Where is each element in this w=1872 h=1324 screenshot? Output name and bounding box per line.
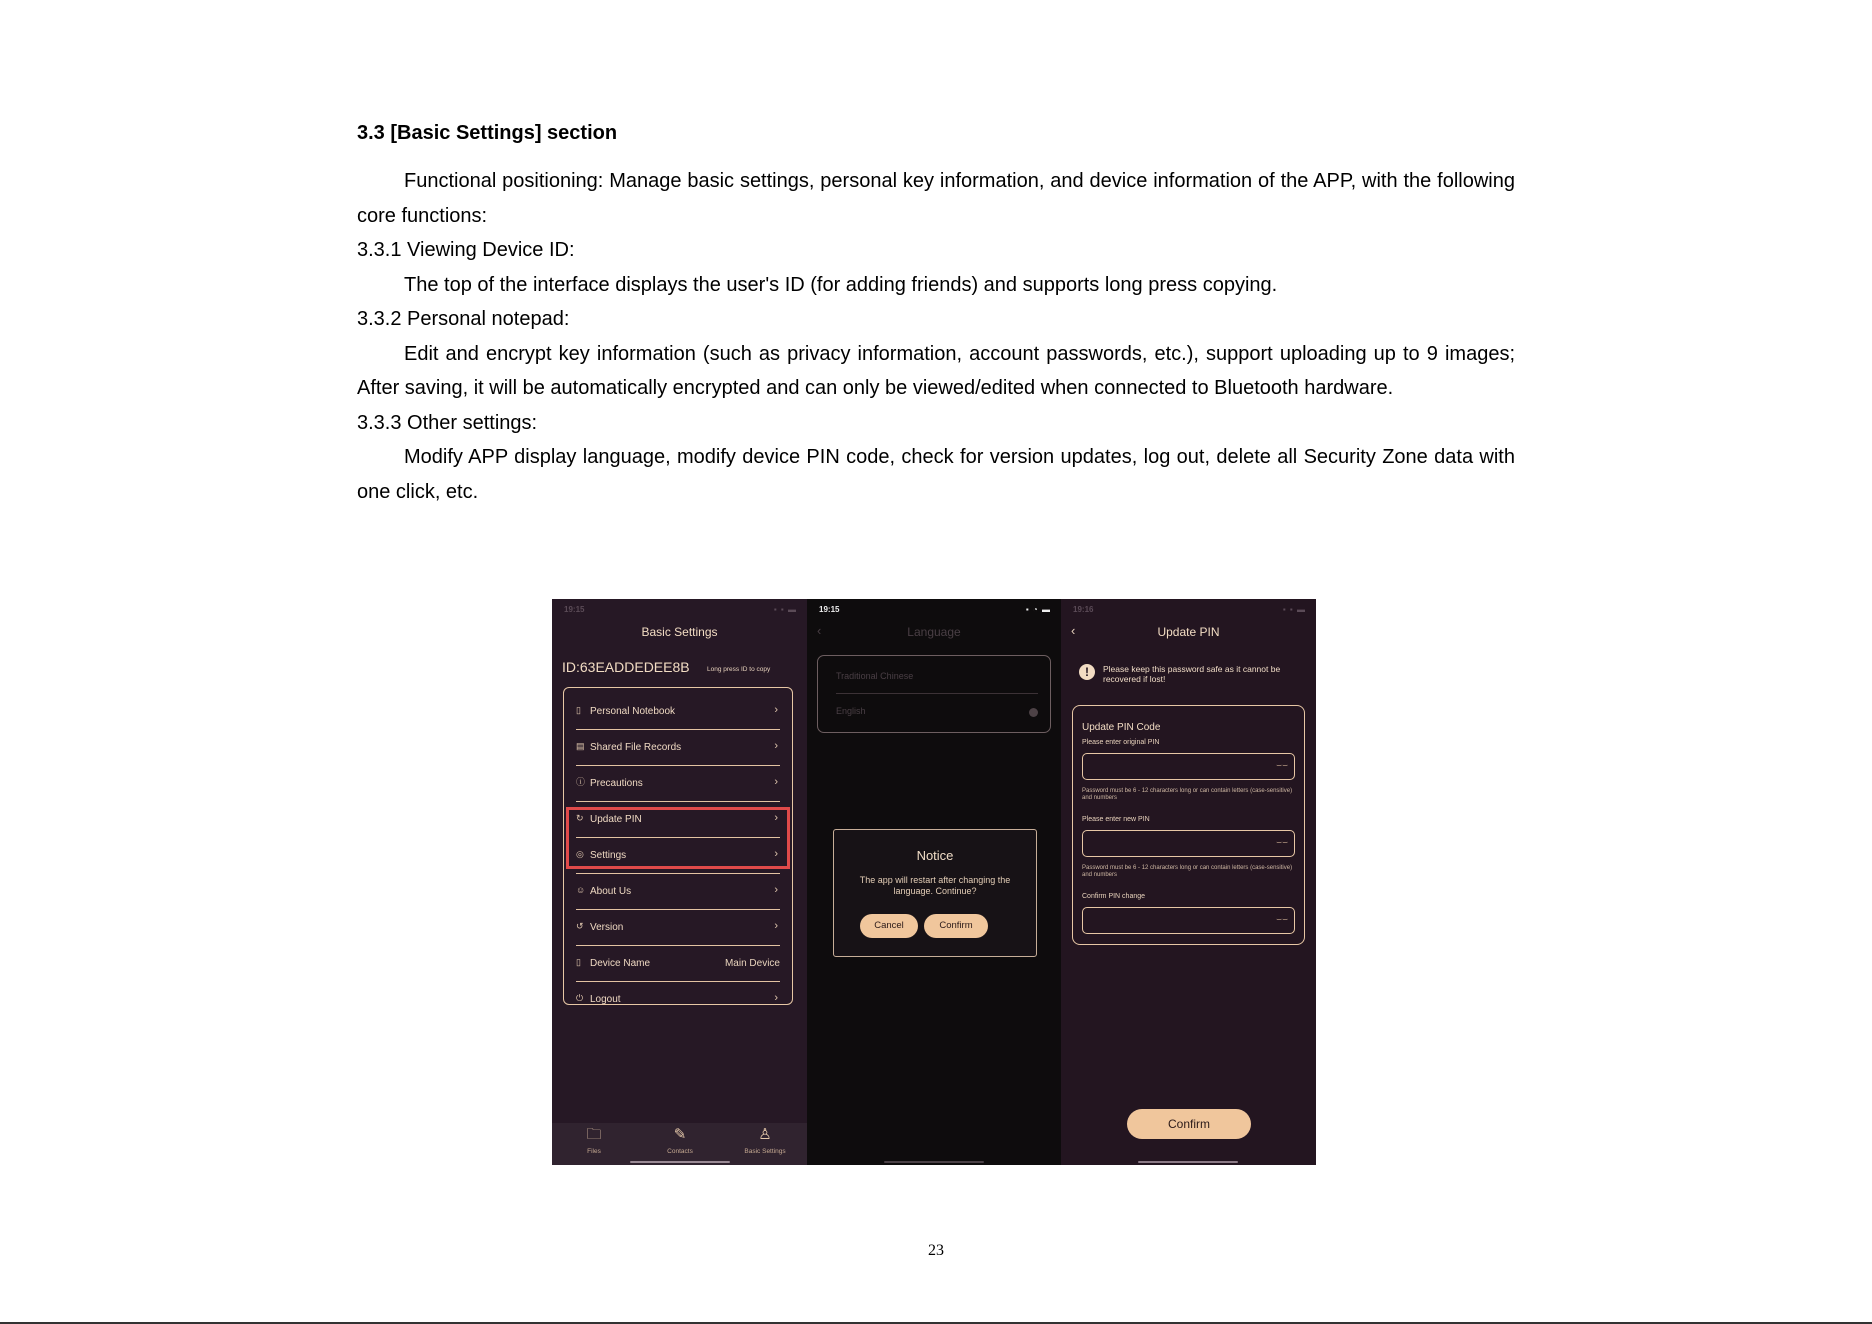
dialog-message: The app will restart after changing the language. Continue? [859, 875, 1011, 896]
menu-item-label: Version [590, 922, 624, 933]
eye-closed-icon[interactable]: ⌣⌣ [1276, 760, 1288, 770]
status-icons: ▪ ◔ ▬ [1025, 605, 1051, 614]
chevron-right-icon: › [774, 776, 778, 788]
app-screenshot [552, 599, 1316, 1165]
tab-contacts[interactable] [640, 1125, 720, 1155]
language-screen [807, 599, 1061, 1165]
original-pin-label: Please enter original PIN [1082, 739, 1160, 746]
menu-item-logout[interactable] [576, 982, 780, 1005]
chevron-right-icon: › [774, 812, 778, 824]
back-icon[interactable]: ‹ [1071, 623, 1076, 638]
screen-title: Language [907, 625, 961, 639]
menu-item-personal-notebook[interactable] [576, 694, 780, 730]
home-indicator [884, 1161, 984, 1163]
folder-icon: 🗀 [586, 1126, 602, 1143]
tab-files[interactable] [554, 1125, 634, 1155]
file-icon: ▤ [576, 741, 585, 751]
menu-item-label: Shared File Records [590, 742, 682, 753]
cancel-button[interactable]: Cancel [860, 914, 918, 938]
menu-item-label: About Us [590, 886, 632, 897]
notice-dialog [833, 829, 1037, 957]
highlight-box [566, 807, 790, 869]
chevron-right-icon: › [774, 884, 778, 896]
chevron-right-icon: › [774, 704, 778, 716]
key-icon: ↻ [576, 813, 584, 823]
contacts-icon: ✎ [673, 1126, 687, 1143]
new-pin-label: Please enter new PIN [1082, 816, 1150, 823]
divider [836, 693, 1038, 694]
screen-title: Update PIN [1157, 625, 1220, 639]
confirm-button[interactable]: Confirm [1127, 1109, 1251, 1139]
basic-settings-screen [552, 599, 807, 1165]
power-icon: ⏻ [576, 993, 584, 1003]
home-indicator [1138, 1161, 1238, 1163]
confirm-button[interactable]: Confirm [924, 914, 988, 938]
menu-item-label: Update PIN [590, 814, 642, 825]
menu-item-version[interactable] [576, 910, 780, 946]
status-time: 19:16 [1073, 605, 1094, 614]
page-number: 23 [928, 1242, 944, 1259]
dialog-title: Notice [916, 848, 954, 863]
status-icons: ▪ ▪ ▬ [773, 605, 797, 614]
section-heading: 3.3 [Basic Settings] section [357, 122, 618, 144]
back-icon[interactable]: ‹ [817, 623, 822, 638]
radio-selected-icon[interactable] [1029, 708, 1038, 717]
info-icon: ⓘ [576, 777, 586, 787]
chevron-right-icon: › [774, 920, 778, 932]
device-icon: ▯ [576, 957, 581, 967]
menu-item-shared-file-records[interactable] [576, 730, 780, 766]
menu-item-label: Device Name [590, 958, 651, 969]
menu-item-label: Precautions [590, 778, 643, 789]
confirm-pin-input[interactable] [1082, 907, 1295, 934]
notepad-paragraph: Edit and encrypt key information (such as privacy information, account passwords, etc.), support uploading up to 9 images; After saving, it will be automatically encrypted and can only be viewed/edited when connected to Bluetooth hardware. [357, 342, 1515, 399]
home-indicator [630, 1161, 730, 1163]
status-icons: ▪ ▪ ▬ [1282, 605, 1306, 614]
device-id[interactable]: ID:63EADDEDEE8B [562, 659, 690, 675]
update-pin-form [1072, 705, 1305, 945]
menu-item-device-name[interactable] [576, 946, 780, 982]
original-pin-input[interactable] [1082, 753, 1295, 780]
device-id-paragraph: The top of the interface displays the user's ID (for adding friends) and supports long press copying. [404, 273, 1278, 296]
language-option[interactable]: English [836, 706, 866, 716]
other-settings-paragraph: Modify APP display language, modify device PIN code, check for version updates, log out, delete all Security Zone data with one click, etc. [357, 446, 1515, 503]
menu-item-label: Settings [590, 850, 627, 861]
subheading-device-id: 3.3.1 Viewing Device ID: [357, 239, 575, 261]
subheading-other-settings: 3.3.3 Other settings: [357, 411, 538, 434]
password-hint: Password must be 6 - 12 characters long or can contain letters (case-sensitive) and numbers [1082, 788, 1293, 801]
form-title: Update PIN Code [1082, 722, 1161, 733]
device-name-value: Main Device [724, 958, 780, 969]
menu-item-precautions[interactable] [576, 766, 780, 802]
password-hint: Password must be 6 - 12 characters long or can contain letters (case-sensitive) and numbers [1082, 865, 1293, 878]
menu-item-about-us[interactable] [576, 874, 780, 910]
chevron-right-icon: › [774, 848, 778, 860]
update-pin-screen [1061, 599, 1316, 1165]
warning-text: Please keep this password safe as it cannot be recovered if lost! [1103, 664, 1281, 684]
body-text [357, 164, 1515, 509]
person-icon: ♙ [758, 1126, 772, 1143]
status-time: 19:15 [564, 605, 585, 614]
confirm-pin-label: Confirm PIN change [1082, 893, 1146, 900]
chevron-right-icon: › [774, 740, 778, 752]
warning-icon: ! [1079, 664, 1095, 680]
gear-icon: ◎ [576, 849, 584, 859]
eye-closed-icon[interactable]: ⌣⌣ [1276, 914, 1288, 924]
screen-title: Basic Settings [641, 625, 718, 639]
new-pin-input[interactable] [1082, 830, 1295, 857]
status-time: 19:15 [819, 605, 840, 614]
tab-bar [552, 1123, 807, 1165]
intro-paragraph: Functional positioning: Manage basic settings, personal key information, and device information of the APP, with the following core functions: [357, 170, 1515, 227]
tab-label: Basic Settings [744, 1148, 786, 1155]
menu-item-label: Logout [590, 994, 621, 1005]
language-options [817, 655, 1051, 733]
user-circle-icon: ☺ [576, 885, 586, 895]
subheading-notepad: 3.3.2 Personal notepad: [357, 308, 570, 330]
eye-closed-icon[interactable]: ⌣⌣ [1276, 837, 1288, 847]
chevron-right-icon: › [774, 992, 778, 1004]
menu-item-label: Personal Notebook [590, 706, 676, 717]
tab-label: Contacts [667, 1148, 693, 1155]
refresh-icon: ↺ [576, 921, 584, 931]
notebook-icon: ▯ [576, 705, 581, 715]
tab-basic-settings[interactable] [725, 1125, 805, 1155]
tab-label: Files [587, 1148, 601, 1155]
language-option[interactable]: Traditional Chinese [836, 671, 914, 681]
id-copy-hint: Long press ID to copy [707, 666, 771, 673]
